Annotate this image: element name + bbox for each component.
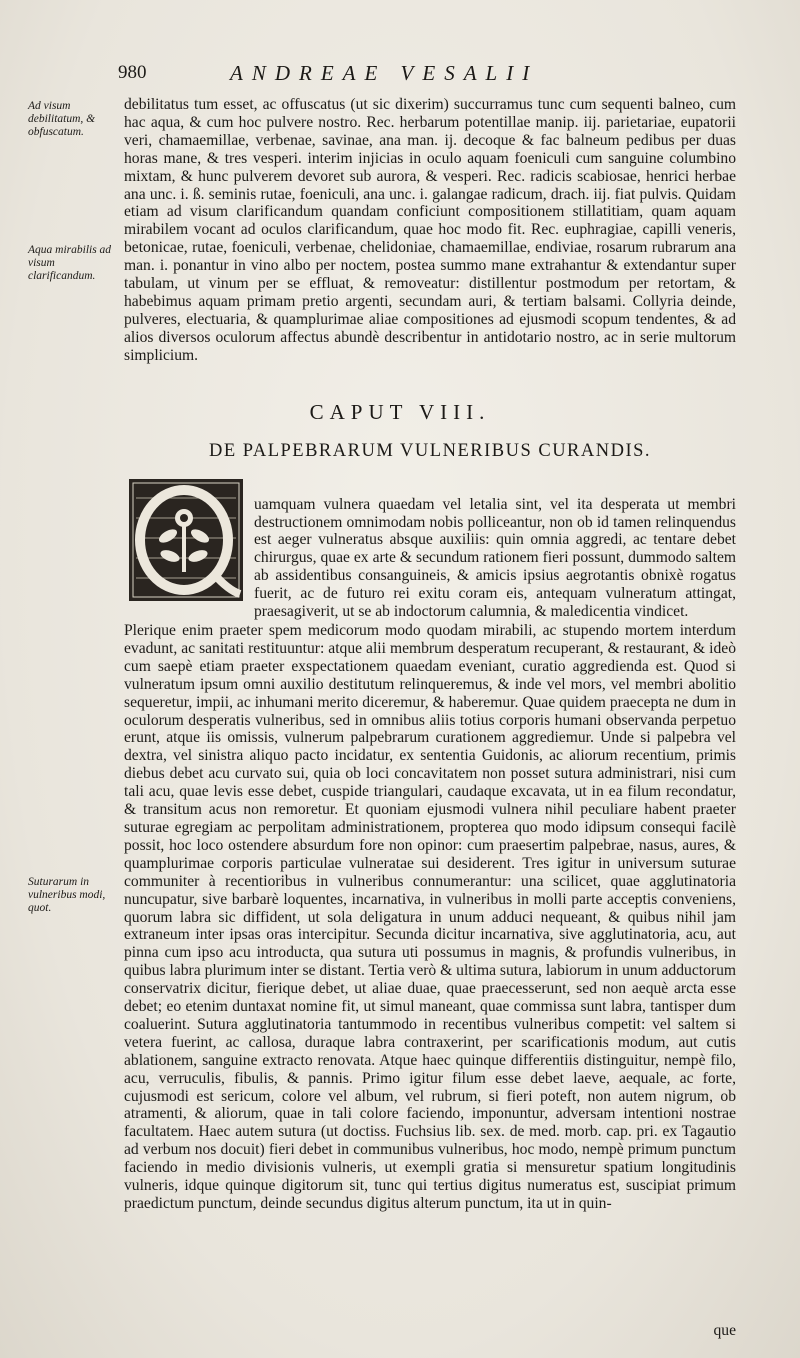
chapter-opening-text: uamquam vulnera quaedam vel letalia sint, vel ita desperata ut membri destructionem omnimodam nobis polliceantur, non ob id tamen relinquendus est aeger vulneratus absque auxiliis: quin omnia aggredi, ac tentare debet chirurgus, quae ex arte & secundum rationem fieri possunt, dummodo saltem ab assidentibus consanguineis, & amicis ipsius aegrotantis obnixè rogatus fuerit, ac de futuro rei exitu coram eis, antequam vulneratum attingat, praesagiverit, ut se ab indoctorum calumnia, & maledicentia vindicet. bbox=[254, 495, 736, 621]
main-paragraph-text: Plerique enim praeter spem medicorum modo quodam mirabili, ac stupendo mortem interdum evadunt, ac sanitati restituuntur: atque alii membrum desperatum recuperant, & restaurant, & ideò cum saepè etiam praeter exspectationem quaedam eveniant, curatio aggredienda est. Quod si vulneratum ipsum omni auxilio destitutum relinqueremus, & inde vel mors, vel membri abolitio sequeretur, impii, ac inhumani merito diceremur, & haberemur. Quae quidem praecepta ne dum in oculorum desperatis vulneribus, sed in omnibus aliis totius corporis humani observanda perpetuo erunt, atque iis omissis, vulnerum palpebrarum curationem aggrediemur. Unde si palpebra vel dextra, vel sinistra aliquo pacto incidatur, ex sententia Guidonis, ac aliorum recentium, primis diebus debet acu curvato sui, quia ob loci concavitatem non posset sutura administrari, nisi cum tali acu, quae levis esse debet, cuspide triangulari, caudaque excavata, ut in ea filum recondatur, & transitum acus non remoretur. Et quoniam ejusmodi vulnera nihil peculiare habent praeter suturae egregiam ac perpolitam administrationem, propterea quo modo idipsum consequi facilè possit, hoc loco ostendere absurdum fore non opinor: cum praesertim palpebrae, nasus, aures, & quamplurimae corporis particulae vulneratae sui desiderent. Tres igitur in universum suturae communiter à recentioribus in vulneribus connumerantur: una scilicet, quae agglutinatoria nuncupatur, sive barbarè loquentes, incarnativa, in vulneribus in molli parte acceptis conveniens, quorum labra sic diffident, ut sola deligatura in unum adduci nequeant, & quibus nihil jam extraneum inter ipsas oras intercipitur. Secunda dicitur incarnativa, sive agglutinatoria, acu, aut pinna cum ipso acu introducta, qua sutura uti possumus in magnis, & profundis vulneribus, in quibus labra plurimum inter se distant. Tertia verò & ultima sutura, labiorum in unum adductorum conservatrix dicitur, fierique debet, ut aliae duae, quae praecesserunt, sed non aequè arcta esse debet; eo etenim duntaxat nomine fit, ut simul maneant, quae commissa sunt labra, tantisper dum coaluerint. Sutura agglutinatoria tantummodo in recentibus vulneribus competit: vel saltem si vetera fuerint, ac callosa, duraque labra contraxerint, per scarificationis modum, aut cutis ablationem, sanguine extracto renovata. Atque haec quinque differentiis distinguitur, nempè filo, acu, verruculis, fibulis, & pannis. Primo igitur filum esse debet laeve, aequale, ac forte, cujusmodi est sericum, colore vel album, vel rubrum, si fieri poteft, non autem nigrum, ob atramenti, & aliorum, quae in tali colore faciendo, imponuntur, adversam intentioni nostrae facultatem. Haec autem sutura (ut doctiss. Fuchsius lib. sex. de med. morb. cap. pri. ex Tagautio ad verbum nos docuit) fieri debet in communibus vulneribus, hoc modo, nempè primum punctum faciendo in medio divisionis vulneris, ut exempli gratia si mensuretur spatium longitudinis vulneris, idque quinque digitorum sit, tunc qui tertius digitus numeratus est, suscipiat primum praedictum punctum, deinde secundus digitus alterum punctum, ita ut in quin- bbox=[124, 622, 736, 1212]
running-head: ANDREAE VESALII bbox=[230, 61, 539, 85]
decorated-initial bbox=[128, 478, 244, 602]
main-paragraph bbox=[124, 622, 736, 1213]
margin-note-visum-debilitatum: Ad visum debilitatum, & obfuscatum. bbox=[28, 100, 96, 138]
top-paragraph-text: debilitatus tum esset, ac offuscatus (ut sic dixerim) succurramus tunc cum sequenti balneo, cum hac aqua, & cum hoc pulvere nostro. Rec. herbarum potentillae manip. iij. parietariae, eupatorii veri, chamaemillae, verbenae, savinae, ana man. ij. decoque & fac balneum pedibus per duas horas mane, & tres vesperi. interim injicias in oculo aquam foeniculi cum sanguine columbino mixtam, & hunc pulverem devoret sub aurora, & vesperi. Rec. radicis scabiosae, henrici herbae ana unc. i. ß. seminis rutae, foeniculi, ana unc. i. galangae radicum, drach. iij. fiat pulvis. Quidam etiam ad visum clarificandum quandam conficiunt compositionem stillatitiam, quam aquam mirabilem vocant ad oculos clarificandum, quae hoc modo fit. Rec. euphragiae, capilli veneris, betonicae, rutae, foeniculi, verbenae, chelidoniae, chamaemillae, endiviae, rosarum rubrarum ana man. i. ponantur in vino albo per noctem, postea summo mane extrahantur & extendantur super tabulam, ut vinum per se effluat, & removeatur: distillentur postmodum per retortam, & habebimus aquam primam pretio argenti, secundam auri, & tertiam balsami. Collyria deinde, pulveres, electuaria, & quamplurimae aliae compositiones ad ejusmodi scopum tendentes, & ad alios diversos oculorum affectus abundè describentur in antidotario nostro, ac in serie multorum simplicium. bbox=[124, 96, 736, 364]
catchword: que bbox=[713, 1322, 736, 1339]
top-paragraph bbox=[124, 96, 736, 365]
chapter-subtitle: DE PALPEBRARUM VULNERIBUS CURANDIS. bbox=[208, 441, 652, 461]
margin-note-suturarum: Suturarum in vulneribus modi, quot. bbox=[28, 876, 106, 914]
page-number: 980 bbox=[118, 62, 147, 83]
chapter-title: CAPUT VIII. bbox=[309, 400, 491, 424]
chapter-opening-paragraph bbox=[254, 480, 736, 637]
page-header bbox=[118, 62, 738, 92]
margin-note-aqua-mirabilis: Aqua mirabilis ad visum clarificandum. bbox=[28, 244, 112, 282]
decorated-initial-q-icon bbox=[128, 478, 244, 602]
